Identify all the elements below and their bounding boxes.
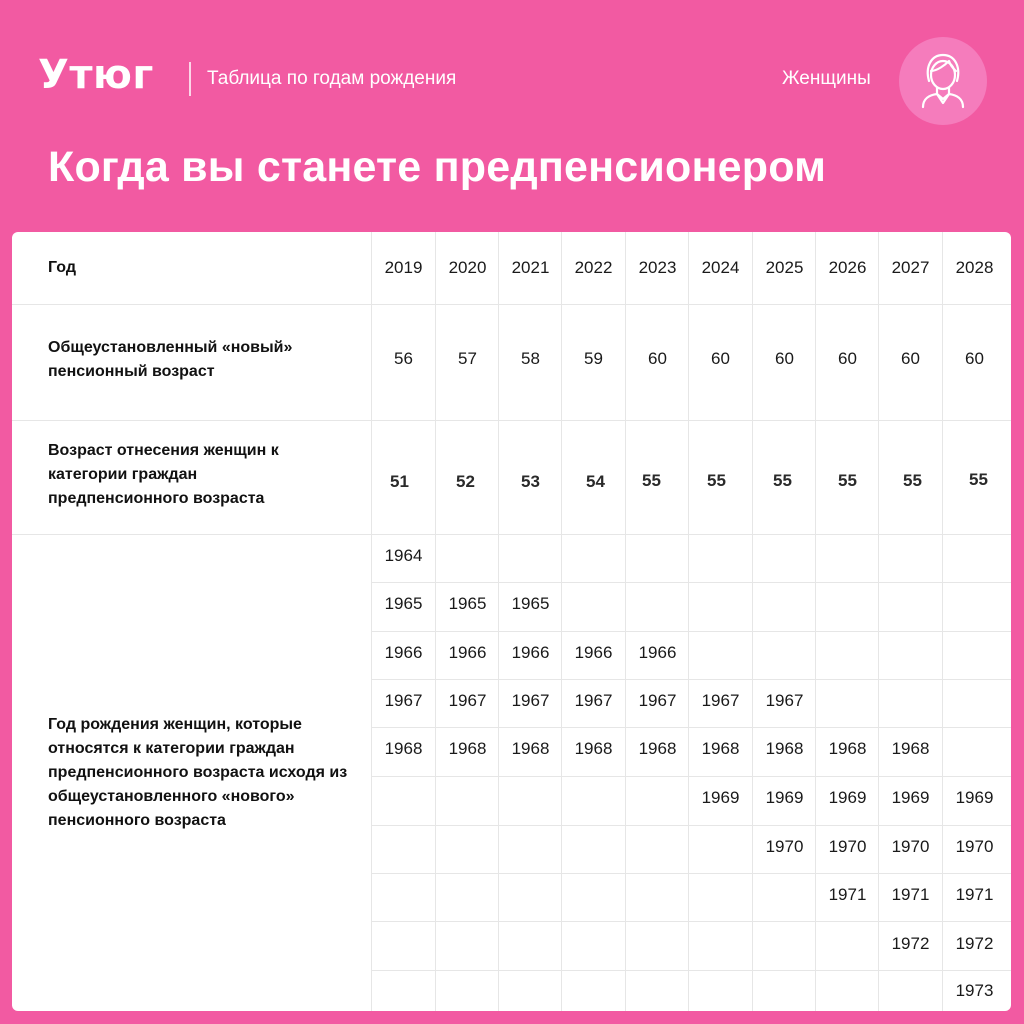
header-year-cell: 2026 (828, 258, 867, 277)
grid-line (371, 873, 1011, 874)
birth-year-cell: 1971 (891, 885, 930, 904)
birth-year-cell: 1967 (511, 691, 550, 710)
birth-year-cell: 1965 (511, 594, 550, 613)
birth-year-cell: 1969 (955, 788, 994, 807)
grid-line (12, 304, 1011, 305)
birth-year-cell: 1971 (828, 885, 867, 904)
birth-year-cell: 1967 (574, 691, 613, 710)
grid-line (12, 420, 1011, 421)
row-label-birth-years: Год рождения женщин, которые относятся к категории граждан предпенсионного возраста исходя из общеустановленного «нового» пенсионного возраста (48, 716, 348, 829)
grid-line (371, 825, 1011, 826)
prepension-age-cell: 55 (642, 471, 661, 490)
birth-year-cell: 1969 (701, 788, 740, 807)
woman-avatar-icon (899, 37, 987, 125)
pension-age-cell: 60 (775, 349, 794, 368)
birth-year-cell: 1969 (828, 788, 867, 807)
birth-year-cell: 1972 (891, 934, 930, 953)
grid-line (371, 776, 1011, 777)
birth-year-cell: 1967 (384, 691, 423, 710)
prepension-age-cell: 55 (773, 471, 792, 490)
prepension-age-cell: 52 (456, 472, 475, 491)
header-year-cell: 2021 (511, 258, 550, 277)
pension-age-cell: 60 (648, 349, 667, 368)
pension-age-cell: 59 (584, 349, 603, 368)
pension-age-cell: 57 (458, 349, 477, 368)
birth-year-cell: 1972 (955, 934, 994, 953)
birth-year-cell: 1967 (701, 691, 740, 710)
pension-age-cell: 60 (901, 349, 920, 368)
pension-table (12, 232, 1011, 1011)
header-year-cell: 2020 (448, 258, 487, 277)
birth-year-cell: 1968 (765, 739, 804, 758)
birth-year-cell: 1968 (511, 739, 550, 758)
grid-line (371, 582, 1011, 583)
page-title: Когда вы станете предпенсионером (48, 143, 827, 191)
birth-year-cell: 1973 (955, 981, 994, 1000)
logo[interactable]: Утюг (38, 52, 154, 98)
grid-line (371, 727, 1011, 728)
header-subtitle: Таблица по годам рождения (207, 68, 457, 89)
birth-year-cell: 1965 (448, 594, 487, 613)
header-year-cell: 2028 (955, 258, 994, 277)
birth-year-cell: 1967 (638, 691, 677, 710)
birth-year-cell: 1970 (891, 837, 930, 856)
header-year-cell: 2025 (765, 258, 804, 277)
pension-age-cell: 60 (711, 349, 730, 368)
header-year-cell: 2023 (638, 258, 677, 277)
pension-age-cell: 56 (394, 349, 413, 368)
birth-year-cell: 1968 (701, 739, 740, 758)
birth-year-cell: 1970 (828, 837, 867, 856)
prepension-age-cell: 51 (390, 472, 409, 491)
birth-year-cell: 1968 (384, 739, 423, 758)
grid-line (371, 970, 1011, 971)
grid-line (371, 631, 1011, 632)
birth-year-cell: 1966 (574, 643, 613, 662)
pension-age-cell: 60 (965, 349, 984, 368)
header-year-cell: 2019 (384, 258, 423, 277)
prepension-age-cell: 55 (707, 471, 726, 490)
row-label-prepension-age: Возраст отнесения женщин к категории граждан предпенсионного возраста (48, 442, 279, 507)
pension-age-cell: 60 (838, 349, 857, 368)
birth-year-cell: 1964 (384, 546, 423, 565)
birth-year-cell: 1968 (891, 739, 930, 758)
birth-year-cell: 1966 (448, 643, 487, 662)
grid-line (12, 534, 1011, 535)
birth-year-cell: 1970 (765, 837, 804, 856)
birth-year-cell: 1968 (574, 739, 613, 758)
birth-year-cell: 1969 (765, 788, 804, 807)
prepension-age-cell: 54 (586, 472, 605, 491)
gender-label: Женщины (782, 68, 871, 89)
birth-year-cell: 1970 (955, 837, 994, 856)
pension-age-cell: 58 (521, 349, 540, 368)
birth-year-cell: 1967 (448, 691, 487, 710)
header (0, 0, 1024, 232)
birth-year-cell: 1971 (955, 885, 994, 904)
birth-year-cell: 1966 (384, 643, 423, 662)
prepension-age-cell: 55 (903, 471, 922, 490)
birth-year-cell: 1966 (511, 643, 550, 662)
birth-year-cell: 1966 (638, 643, 677, 662)
grid-line (371, 921, 1011, 922)
header-divider (189, 62, 191, 96)
row-label-year: Год (48, 259, 76, 276)
grid-line (371, 679, 1011, 680)
birth-year-cell: 1968 (448, 739, 487, 758)
row-label-pension-age: Общеустановленный «новый» пенсионный возраст (48, 339, 293, 380)
birth-year-cell: 1968 (828, 739, 867, 758)
prepension-age-cell: 55 (838, 471, 857, 490)
birth-year-cell: 1967 (765, 691, 804, 710)
header-year-cell: 2024 (701, 258, 740, 277)
prepension-age-cell: 53 (521, 472, 540, 491)
birth-year-cell: 1969 (891, 788, 930, 807)
prepension-age-cell: 55 (969, 470, 988, 489)
birth-year-cell: 1965 (384, 594, 423, 613)
header-year-cell: 2022 (574, 258, 613, 277)
birth-year-cell: 1968 (638, 739, 677, 758)
header-year-cell: 2027 (891, 258, 930, 277)
